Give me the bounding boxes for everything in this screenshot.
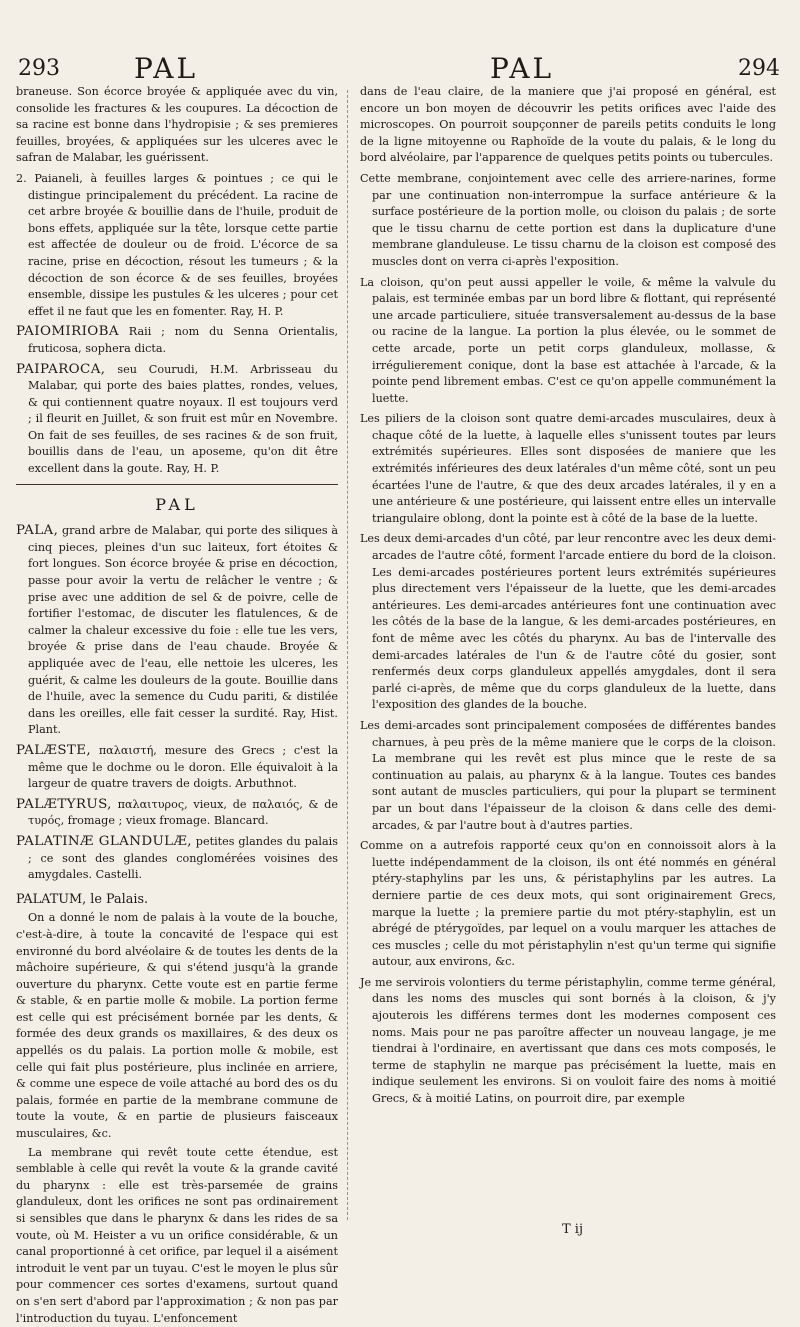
paragraph: Je me servirois volontiers du terme péristaphylin, comme terme général, dans les noms des muscles qui sont bornés à la cloison, & j'y ajouterois les différens termes dont les modernes composent ces noms. Mais pour ne pas paroître affecter un nouveau langage, je me tiendrai à l'ordinaire, en avertissant que dans ces mots composés, le terme de staphylin ne marque pas précisément la luette, mais en indique seulement les environs. Si on vouloit faire des noms à moitié Grecs, & à moitié Latins, on pourroit dire, par exemple: [360, 975, 776, 1106]
left-column: [16, 84, 338, 1325]
paragraph: Les deux demi-arcades d'un côté, par leur rencontre avec les deux demi-arcades de l'autre côté, forment l'arcade entiere du bord de la cloison. Les demi-arcades postérieures portent leurs extrémités supérieures plus directement vers l'épaisseur de la luette, que les demi-arcades antérieures. Les demi-arcades antérieures font une continuation avec les côtés de la base de la langue, & les demi-arcades postérieures, en font de même avec les côtés du pharynx. Au bas de l'intervalle des demi-arcades latérales de l'un & de l'autre côté du gosier, sont renfermés deux corps glanduleux appellés amygdales, dont il sera parlé ci-après, de même que du corps glanduleux de la luette, dans l'exposition des glandes de la bouche.: [360, 532, 776, 712]
section-heading: PAL: [155, 494, 199, 514]
entry-text: Raii ; nom du Senna Orientalis, fruticosa, sophera dicta.: [28, 325, 338, 355]
entry-headword: PAIPAROCA,: [16, 361, 106, 377]
dictionary-entry: [16, 743, 338, 793]
right-page-number: 294: [738, 56, 780, 81]
entry-headword: PALÆTYRUS,: [16, 796, 112, 812]
paragraph: 2. Paianeli, à feuilles larges & pointues ; ce qui le distingue principalement du précédent. La racine de cet arbre broyée & bouillie dans de l'huile, produit de bons effets, appliquée sur la tête, lorsque cette partie est affectée de douleur ou de froid. L'écorce de sa racine, prise en décoction, résout les tumeurs ; & la décoction de son écorce & de ses feuilles, broyées ensemble, dissipe les pustules & les ulceres ; pour cet effet il ne faut que les en fomenter. Ray, H. P.: [16, 171, 338, 318]
left-page-number: 293: [18, 56, 60, 81]
entry-text: grand arbre de Malabar, qui porte des siliques à cinq pieces, pleines d'un suc laiteux, fort étoites & fort longues. Son écorce broyée & prise en décoction, passe pour avoir la vertu de relâcher le ventre ; & prise avec une addition de sel & de poivre, celle de fortifier l'estomac, de discuter les flatulences, & de calmer la chaleur excessive du foie : elle tue les vers, broyée & prise dans de l'eau chaude. Broyée & appliquée avec de l'eau, elle nettoie les ulceres, les guérit, & calme les douleurs de la goute. Bouillie dans de l'huile, avec la semence du Cudu pariti, & distilée dans les oreilles, elle fait cesser la surdité. Ray, Hist. Plant.: [28, 524, 338, 737]
column-divider: [347, 90, 348, 1220]
section-rule: [16, 484, 338, 485]
dictionary-entry: [16, 523, 338, 739]
entry-headword: PALATINÆ GLANDULÆ,: [16, 833, 192, 849]
entry-text: παλαιτυρος, vieux, de παλαιός, & de τυρός, fromage ; vieux fromage. Blancard.: [28, 797, 338, 828]
dictionary-entry: [16, 797, 338, 830]
paragraph: On a donné le nom de palais à la voute de la bouche, c'est-à-dire, à toute la concavité de l'espace qui est environné du bord alvéolaire & de toutes les dents de la mâchoire supérieure, & qui s'étend jusqu'à la grande ouverture du pharynx. Cette voute est en partie ferme & stable, & en partie molle & mobile. La portion ferme est celle qui est précisément bornée par les dents, & formée des deux grands os maxillaires, & des deux os appellés os du palais. La portion molle & mobile, est celle qui fait plus postérieure, plus inclinée en arriere, & comme une espece de voile attaché au bord des os du palais, formée en partie de la membrane commune de toute la voute, & en partie de plusieurs faisceaux musculaires, &c.: [16, 911, 338, 1141]
right-running-head: PAL: [490, 52, 555, 85]
paragraph: Les piliers de la cloison sont quatre demi-arcades musculaires, deux à chaque côté de la luette, à laquelle elles s'unissent toutes par leurs extrémités supérieures. Elles sont disposées de maniere que les extrémités inférieures des deux latérales d'un même côté, sont un peu écartées l'une de l'autre, & que des deux arcades latérales, il y en a une antérieure & une postérieure, qui laissent entre elles un intervalle triangulaire oblong, dont la pointe est à côté de la base de la luette.: [360, 412, 776, 525]
paragraph: braneuse. Son écorce broyée & appliquée avec du vin, consolide les fractures & les coupures. La décoction de sa racine est bonne dans l'hydropisie ; & ses premieres feuilles, broyées, & appliquées sur les ulceres avec le safran de Malabar, les guérissent.: [16, 85, 338, 165]
entry-headword: PALA,: [16, 523, 59, 539]
signature-mark: T ij: [562, 1222, 583, 1237]
article-heading: PALATUM, le Palais.: [16, 891, 149, 907]
paragraph: Comme on a autrefois rapporté ceux qu'on en connoissoit alors à la luette indépendamment de la cloison, ils ont été nommés en général ptéry-staphylins par les uns, & péristaphylins par les autres. La derniere partie de ces deux mots, qui sont originairement Grecs, marque la luette ; la premiere partie du mot ptéry-staphylin, est un abrégé de ptérygoïdes, par lequel on a voulu marquer les attaches de ces muscles ; celle du mot péristaphylin n'est qu'un terme qui signifie autour, aux environs, &c.: [360, 839, 776, 969]
dictionary-entry: [16, 834, 338, 884]
paragraph: dans de l'eau claire, de la maniere que j'ai proposé en général, est encore un bon moyen de découvrir les petits orifices avec l'aide des microscopes. On pourroit soupçonner de pareils petits conduits le long de la ligne mitoyenne ou Raphoïde de la voute du palais, & le long du bord alvéolaire, par l'apparence de quelques petits points ou tubercules.: [360, 85, 776, 165]
page-header: [0, 52, 800, 88]
paragraph: La membrane qui revêt toute cette étendue, est semblable à celle qui revêt la voute & la grande cavité du pharynx : elle est très-parsemée de grains glanduleux, dont les orifices ne sont pas ordinairement si sensibles que dans le pharynx & dans les rides de sa voute, où M. Heister a vu un orifice considérable, & un canal proportionné à cet orifice, par lequel il a aisément introduit le vent par un tuyau. C'est le moyen le plus sûr pour commencer ces sortes d'examens, surtout quand on s'en sert d'abord par l'approximation ; & non pas par l'introduction du tuyau. L'enfoncement: [16, 1145, 338, 1325]
dictionary-entry: [16, 324, 338, 357]
entry-text: seu Courudi, H.M. Arbrisseau du Malabar, qui porte des baies plattes, rondes, velues, & qui contiennent quatre noyaux. Il est toujours verd ; il fleurit en Juillet, & son fruit est mûr en Novembre. On fait de ses feuilles, de ses racines & de son fruit, bouillis dans de l'eau, un aposeme, qu'on dit être excellent dans la goute. Ray, H. P.: [28, 362, 338, 476]
left-running-head: PAL: [134, 52, 199, 85]
entry-headword: PAIOMIRIOBA: [16, 324, 119, 340]
paragraph: Cette membrane, conjointement avec celle des arriere-narines, forme par une continuation non-interrompue la surface antérieure & la surface postérieure de la portion molle, ou cloison du palais ; de sorte que le tissu charnu de cette portion est dans la duplicature d'une membrane glanduleuse. Le tissu charnu de la cloison est composé des muscles dont on verra ci-après l'exposition.: [360, 171, 776, 268]
entry-text: petites glandes du palais ; ce sont des glandes conglomérées voisines des amygdales. Castelli.: [28, 834, 338, 882]
dictionary-entry: [16, 362, 338, 478]
paragraph: La cloison, qu'on peut aussi appeller le voile, & même la valvule du palais, est terminée embas par un bord libre & flottant, qui représenté une arcade particuliere, située transversalement au-dessus de la base ou racine de la langue. La portion la plus élevée, ou le sommet de cette arcade, porte un petit corps glanduleux, mollasse, & irrégulierement conique, dont la base est attachée à l'arcade, & la pointe pend librement embas. C'est ce qu'on appelle communément la luette.: [360, 275, 776, 405]
entry-text: παλαιστή, mesure des Grecs ; c'est la même que le dochme ou le doron. Elle équivaloit à la largeur de quatre travers de doigts. Arbuthnot.: [28, 743, 338, 791]
entry-headword: PALÆSTE,: [16, 742, 92, 758]
right-column: [360, 84, 776, 1224]
paragraph: Les demi-arcades sont principalement composées de différentes bandes charnues, à peu près de la même maniere que le corps de la cloison. La membrane qui les revêt est plus mince que le reste de sa continuation au palais, au pharynx & à la langue. Toutes ces bandes sont autant de muscles particuliers, qui pour la plupart se terminent par un bout dans l'épaisseur de la cloison & dans celle des demi-arcades, & par l'autre bout à d'autres parties.: [360, 718, 776, 832]
